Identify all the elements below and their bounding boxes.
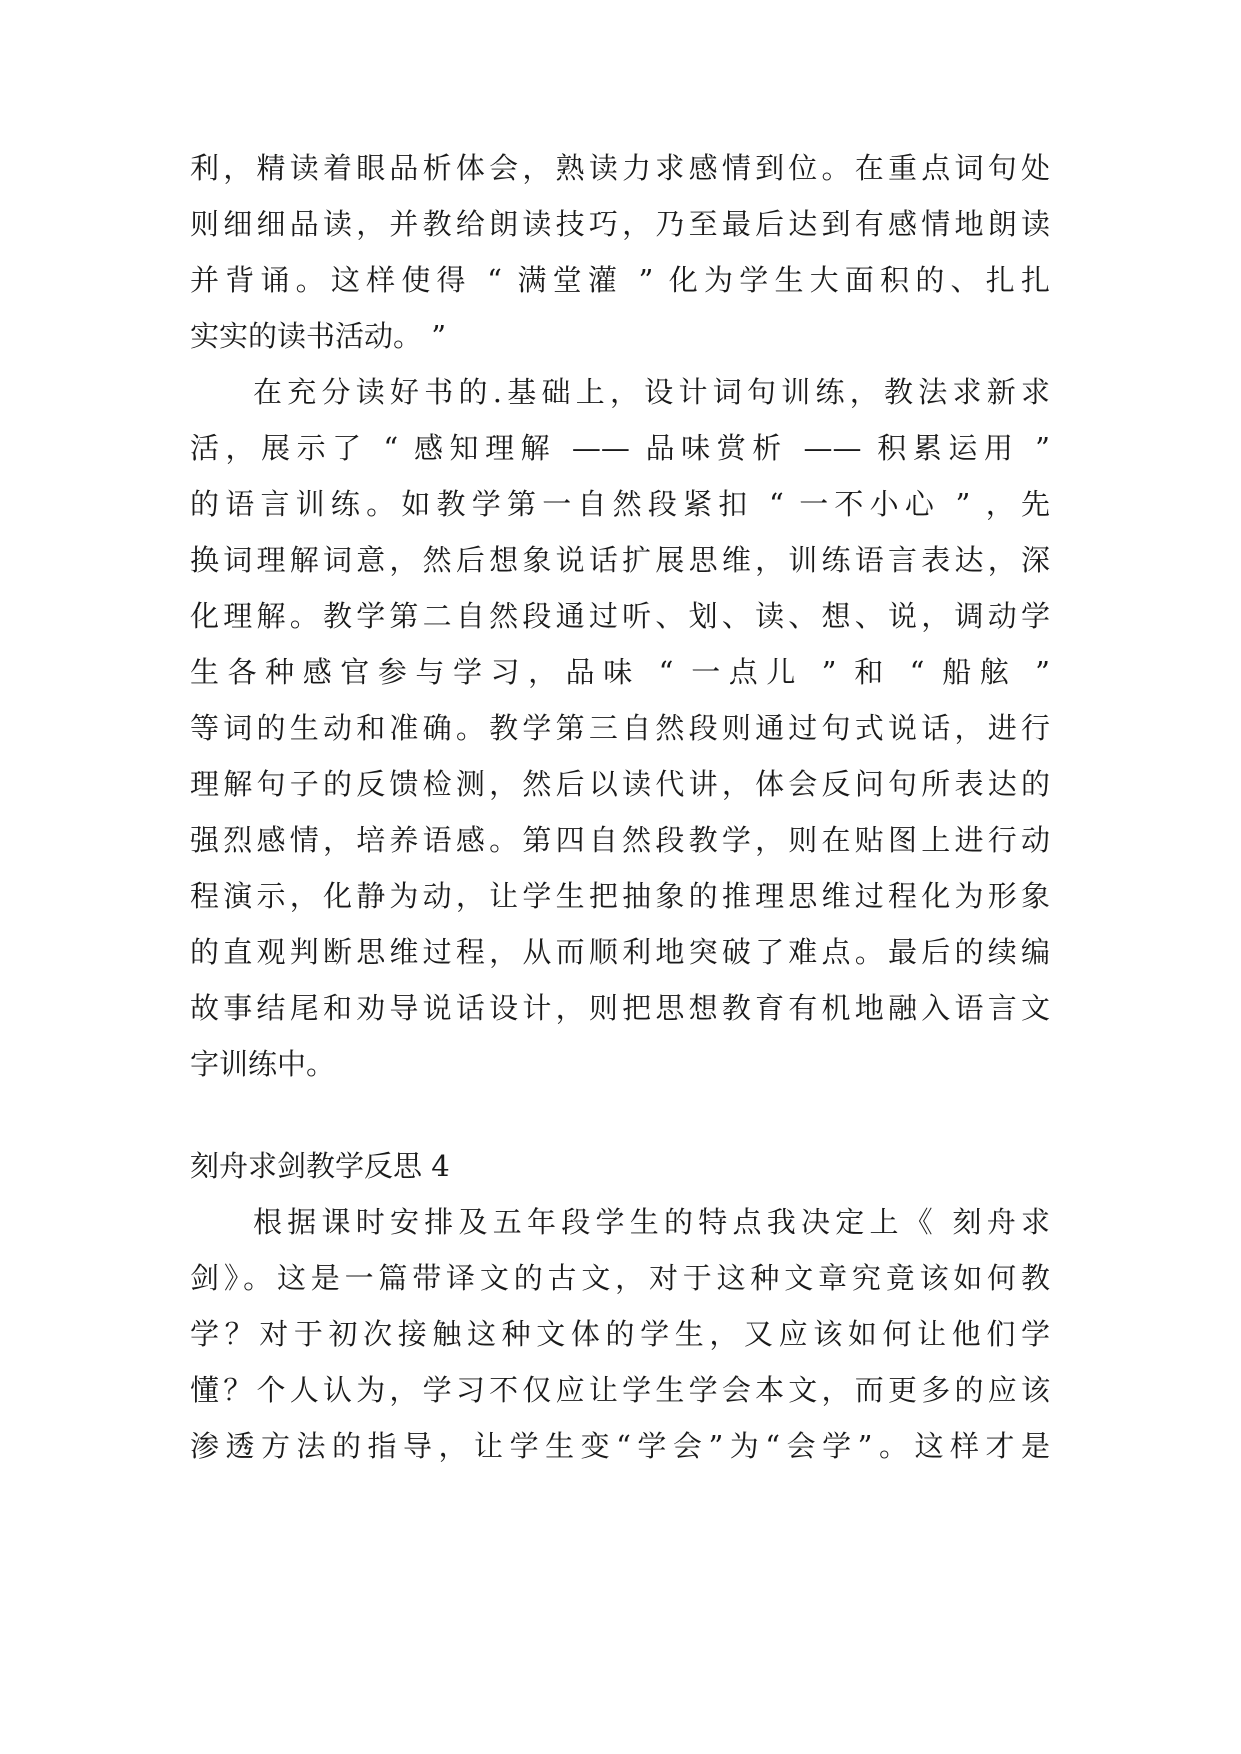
body-text-line: 故事结尾和劝导说话设计，则把思想教育有机地融入语言文: [190, 991, 1050, 1025]
body-text-line: 实实的读书活动。 ”: [190, 319, 447, 353]
body-text-line: 学？对于初次接触这种文体的学生，又应该如何让他们学: [190, 1317, 1050, 1351]
body-text-line: 活，展示了 “ 感知理解 —— 品味赏析 —— 积累运用 ”: [190, 431, 1050, 465]
body-text-line: 的直观判断思维过程，从而顺利地突破了难点。最后的续编: [190, 935, 1050, 969]
body-text-line: 字训练中。: [190, 1047, 336, 1081]
body-text-line: 生各种感官参与学习，品味 “ 一点儿 ” 和 “ 船舷 ”: [190, 655, 1050, 689]
body-text-line: 程演示，化静为动，让学生把抽象的推理思维过程化为形象: [190, 879, 1050, 913]
body-text-line: 等词的生动和准确。教学第三自然段则通过句式说话，进行: [190, 711, 1050, 745]
section-heading: 刻舟求剑教学反思 4: [190, 1149, 450, 1183]
body-text-line: 则细细品读，并教给朗读技巧，乃至最后达到有感情地朗读: [190, 207, 1050, 241]
body-text-line: 剑》。这是一篇带译文的古文，对于这种文章究竟该如何教: [190, 1261, 1050, 1295]
paragraph-first-line: 在充分读好书的.基础上，设计词句训练，教法求新求: [253, 375, 1050, 409]
body-text-line: 化理解。教学第二自然段通过听、划、读、想、说，调动学: [190, 599, 1050, 633]
body-text-line: 的语言训练。如教学第一自然段紧扣 “ 一不小心 ” ，先: [190, 487, 1050, 521]
body-text-line: 并背诵。这样使得 “ 满堂灌 ” 化为学生大面积的、扎扎: [190, 263, 1050, 297]
body-text-line: 懂？个人认为，学习不仅应让学生学会本文，而更多的应该: [190, 1373, 1050, 1407]
body-text-line: 渗透方法的指导，让学生变“学会”为“会学”。这样才是: [190, 1429, 1050, 1463]
body-text-line: 强烈感情，培养语感。第四自然段教学，则在贴图上进行动: [190, 823, 1050, 857]
body-text-line: 理解句子的反馈检测，然后以读代讲，体会反问句所表达的: [190, 767, 1050, 801]
paragraph-first-line: 根据课时安排及五年段学生的特点我决定上《 刻舟求: [253, 1205, 1050, 1239]
body-text-line: 利，精读着眼品析体会，熟读力求感情到位。在重点词句处: [190, 151, 1050, 185]
body-text-line: 换词理解词意，然后想象说话扩展思维，训练语言表达，深: [190, 543, 1050, 577]
